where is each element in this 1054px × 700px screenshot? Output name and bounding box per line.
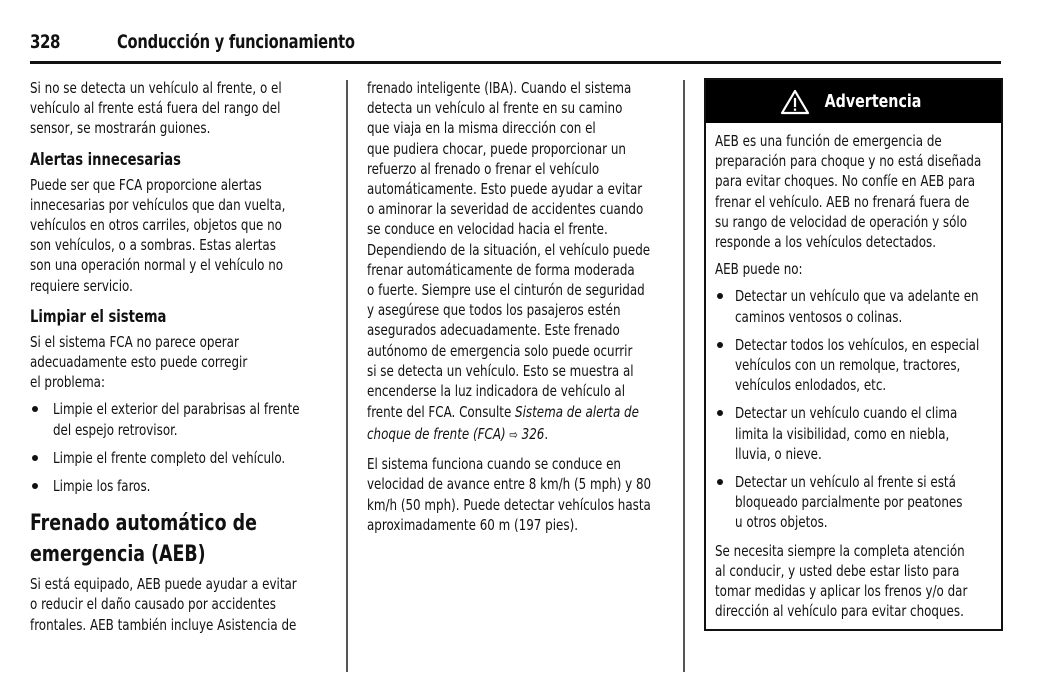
- text-line: Si está equipado, AEB puede ayudar a evitar: [30, 575, 297, 594]
- arrow-right-icon: ⇨: [509, 428, 518, 444]
- text-line: que pudiera chocar, puede proporcionar un: [367, 139, 626, 158]
- text-line: innecesarias por vehículos que dan vuelta,: [30, 195, 286, 214]
- page-header: [30, 28, 1001, 58]
- warning-body: [706, 123, 1001, 621]
- bullet-icon: [32, 455, 38, 461]
- text-line: frenado inteligente (IBA). Cuando el sistema: [367, 79, 632, 97]
- limpiar-list: [30, 399, 335, 496]
- bullet-icon: [717, 342, 723, 348]
- text-line: Limpie el exterior del parabrisas al frente: [53, 400, 300, 419]
- text-line: al conducir, y usted debe estar listo para: [715, 561, 960, 580]
- list-item: [30, 476, 335, 496]
- bullet-icon: [32, 483, 38, 489]
- limpiar-paragraph: [30, 332, 335, 393]
- text-line: El sistema funciona cuando se conduce en: [367, 455, 621, 474]
- text-line: el problema:: [30, 373, 105, 392]
- text-line: km/h (50 mph). Puede detectar vehículos hasta: [367, 495, 651, 514]
- text-line: frontales. AEB también incluye Asistencia de: [30, 615, 297, 634]
- bullet-icon: [717, 293, 723, 299]
- text-line: vehículo al frente está fuera del rango del: [30, 99, 281, 118]
- text-line: tomar medidas y aplicar los frenos y/o dar: [715, 582, 968, 601]
- intro-paragraph: [30, 78, 335, 139]
- page-number: 328: [30, 31, 61, 53]
- heading-limpiar: Limpiar el sistema: [30, 306, 167, 327]
- warning-list: [715, 286, 991, 532]
- header-rule: [30, 61, 1001, 64]
- text-line: o reducir el daño causado por accidentes: [30, 595, 276, 614]
- text-line: detecta un vehículo al frente en su camino: [367, 99, 623, 118]
- aeb-paragraph: [30, 574, 335, 635]
- text-line: Si no se detecta un vehículo al frente, o el: [30, 79, 282, 97]
- text-line: Detectar un vehículo cuando el clima: [735, 404, 958, 423]
- bullet-icon: [717, 410, 723, 416]
- speed-range-paragraph: [367, 454, 672, 535]
- text-line: sensor, se mostrarán guiones.: [30, 119, 211, 138]
- text-line: lluvia, o nieve.: [735, 444, 822, 463]
- text-line: caminos ventosos o colinas.: [735, 307, 903, 326]
- text-line: bloqueado parcialmente por peatones: [735, 493, 963, 512]
- bullet-icon: [717, 479, 723, 485]
- column-2: [367, 78, 672, 542]
- text-line: del espejo retrovisor.: [53, 420, 178, 439]
- text-line: vehículos enlodados, etc.: [735, 376, 887, 395]
- list-item: [30, 448, 335, 468]
- column-divider: [346, 80, 348, 672]
- text-line: son vehículos, o a sombras. Estas alertas: [30, 236, 276, 255]
- text-line: Se necesita siempre la completa atención: [715, 541, 965, 560]
- warning-closing-paragraph: [715, 541, 991, 622]
- warning-header: [706, 80, 1001, 123]
- text-line: velocidad de avance entre 8 km/h (5 mph) y 80: [367, 475, 652, 494]
- text-line: aproximadamente 60 m (197 pies).: [367, 515, 578, 534]
- text-line: AEB es una función de emergencia de: [715, 132, 942, 150]
- aeb-description-paragraph: [367, 78, 672, 447]
- text-line: o fuerte. Siempre use el cinturón de seguridad: [367, 281, 645, 300]
- text-line: que viaja en la misma dirección con el: [367, 119, 596, 138]
- text-line: responde a los vehículos detectados.: [715, 233, 936, 252]
- bullet-icon: [32, 406, 38, 412]
- text-line: o aminorar la severidad de accidentes cuando: [367, 200, 644, 219]
- text-line: u otros objetos.: [735, 513, 828, 532]
- column-divider: [683, 80, 685, 672]
- warning-triangle-icon: [780, 89, 810, 115]
- cross-reference-page[interactable]: 326: [521, 425, 545, 444]
- list-item: [715, 403, 991, 464]
- text-line: limita la visibilidad, como en niebla,: [735, 424, 950, 443]
- text-line: encenderse la luz indicadora de vehículo al: [367, 382, 626, 401]
- list-item: [30, 399, 335, 439]
- warning-paragraph: [715, 131, 991, 252]
- text-line: asegurados adecuadamente. Este frenado: [367, 321, 620, 340]
- text-line: [367, 401, 639, 423]
- text-line: automáticamente. Esto puede ayudar a evitar: [367, 180, 643, 199]
- text-line: vehículos con un remolque, tractores,: [735, 356, 961, 375]
- list-item: [715, 286, 991, 326]
- text-line: Limpie el frente completo del vehículo.: [53, 448, 286, 467]
- text-line: Si el sistema FCA no parece operar: [30, 332, 239, 351]
- text-line: son una operación normal y el vehículo no: [30, 256, 284, 275]
- text-line: [367, 423, 629, 447]
- text-line: Detectar un vehículo al frente si está: [735, 473, 956, 492]
- text-line: frenar automáticamente de forma moderada: [367, 260, 635, 279]
- text-line: adecuadamente esto puede corregir: [30, 353, 248, 372]
- text-line: Limpie los faros.: [53, 477, 151, 496]
- text-segment: frente del FCA. Consulte: [367, 403, 516, 422]
- warning-list-intro: AEB puede no:: [715, 260, 803, 279]
- list-item: [715, 335, 991, 396]
- text-line: para evitar choques. No confíe en AEB para: [715, 172, 976, 191]
- heading-alertas: Alertas innecesarias: [30, 149, 181, 170]
- column-1: [30, 78, 335, 642]
- text-line: dirección al vehículo para evitar choques.: [715, 602, 964, 621]
- text-line: frenar el vehículo. AEB no frenará fuera de: [715, 192, 970, 211]
- text-line: requiere servicio.: [30, 276, 133, 295]
- text-line: refuerzo al frenado o frenar el vehículo: [367, 159, 600, 178]
- cross-reference-link[interactable]: choque de frente (FCA): [367, 425, 506, 444]
- warning-title: Advertencia: [824, 91, 921, 112]
- text-segment: .: [544, 425, 549, 444]
- text-line: y asegúrese que todos los pasajeros estén: [367, 301, 621, 320]
- text-line: si se detecta un vehículo. Esto se muestra al: [367, 361, 634, 380]
- text-line: preparación para choque y no está diseñada: [715, 152, 982, 171]
- text-line: se conduce en velocidad hacia el frente.: [367, 220, 608, 239]
- text-line: su rango de velocidad de operación y sólo: [715, 212, 968, 231]
- list-item: [715, 472, 991, 533]
- heading-aeb: Frenado automático de emergencia (AEB): [30, 510, 257, 568]
- cross-reference-link[interactable]: Sistema de alerta de: [515, 403, 639, 422]
- alertas-paragraph: [30, 175, 335, 296]
- text-line: Dependiendo de la situación, el vehículo puede: [367, 240, 651, 259]
- text-line: autónomo de emergencia solo puede ocurrir: [367, 341, 633, 360]
- warning-box: [704, 78, 1003, 631]
- chapter-title: Conducción y funcionamiento: [117, 31, 355, 53]
- text-line: Detectar todos los vehículos, en especial: [735, 335, 980, 354]
- text-line: Detectar un vehículo que va adelante en: [735, 287, 979, 306]
- text-line: Puede ser que FCA proporcione alertas: [30, 175, 262, 194]
- text-line: vehículos en otros carriles, objetos que no: [30, 216, 282, 235]
